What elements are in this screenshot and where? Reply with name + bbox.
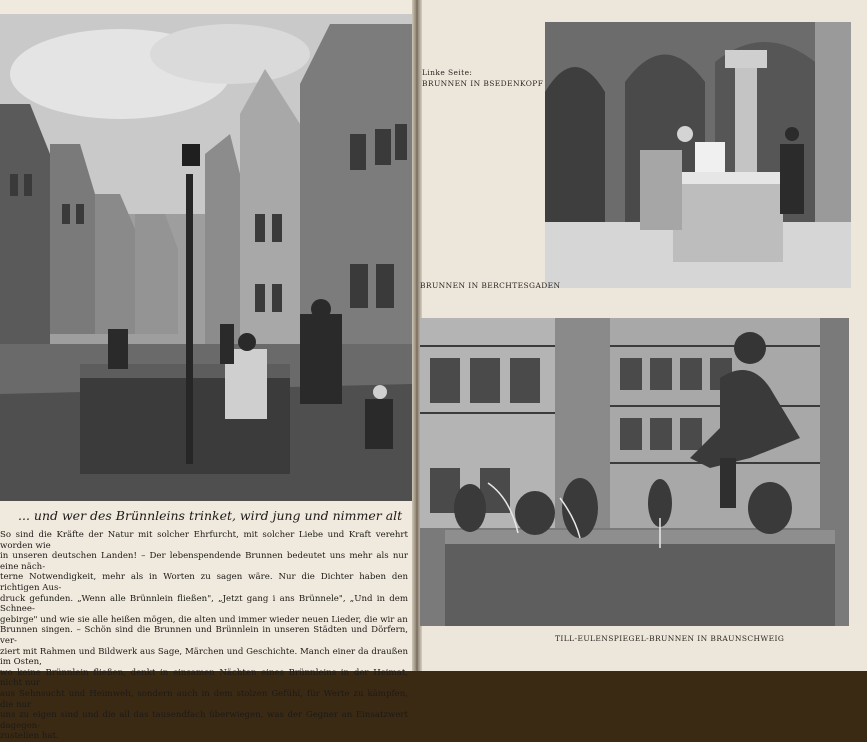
body-line: druck gefunden. „Wenn alle Brünnlein fließen", „Jetzt gang i ans Brünnele", „Und in dem Schnee- <box>0 593 408 615</box>
body-line: wo keine Brünnlein fließen, denkt in einsamen Nächten eines Brünnleins in der Heimat, nicht nur <box>0 667 408 689</box>
body-text <box>0 530 408 742</box>
headline: ... und wer des Brünnleins trinket, wird jung und nimmer alt <box>18 508 403 523</box>
body-line: uns zu eigen sind und die all das tausendfach überwiegen, was der Gegner an Einsatzwert dagegen- <box>0 710 408 731</box>
body-line: zustellen hat. <box>0 731 59 742</box>
body-line: So sind die Kräfte der Natur mit solcher Ehrfurcht, mit solcher Liebe und Kraft verehrt worden wie <box>0 530 408 551</box>
body-line: aus Sehnsucht und Heimweh, sondern auch in dem stolzen Gefühl, für Werte zu kämpfen, die nur <box>0 688 408 710</box>
berchtesgaden-fountain-photo <box>545 22 851 288</box>
body-line: terne Notwendigkeit, mehr als in Worten zu sagen wäre. Nur die Dichter haben den richtigen Aus- <box>0 572 408 593</box>
caption-label: Linke Seite: <box>422 68 473 77</box>
body-line: in unseren deutschen Landen! – Der lebenspendende Brunnen bedeutet uns mehr als nur eine näch- <box>0 551 408 572</box>
till-eulenspiegel-fountain-photo <box>420 318 849 626</box>
caption-left-photo: BRUNNEN IN BSEDENKOPF <box>422 79 544 88</box>
caption-berchtesgaden: BRUNNEN IN BERCHTESGADEN <box>420 281 561 290</box>
village-fountain-photo <box>0 14 412 501</box>
caption-braunschweig: TILL-EULENSPIEGEL-BRUNNEN IN BRAUNSCHWEIG <box>555 634 785 643</box>
body-line: gebirge" und wie sie alle heißen mögen, die alten und immer wieder neuen Lieder, die wir an <box>0 614 408 625</box>
body-line: ziert mit Rahmen und Bildwerk aus Sage, Märchen und Geschichte. Manch einer da draußen im Osten, <box>0 646 408 668</box>
body-line: Brunnen singen. – Schön sind die Brunnen und Brünnlein in unseren Städten und Dörfern, ver- <box>0 625 408 646</box>
left-page <box>0 0 416 742</box>
